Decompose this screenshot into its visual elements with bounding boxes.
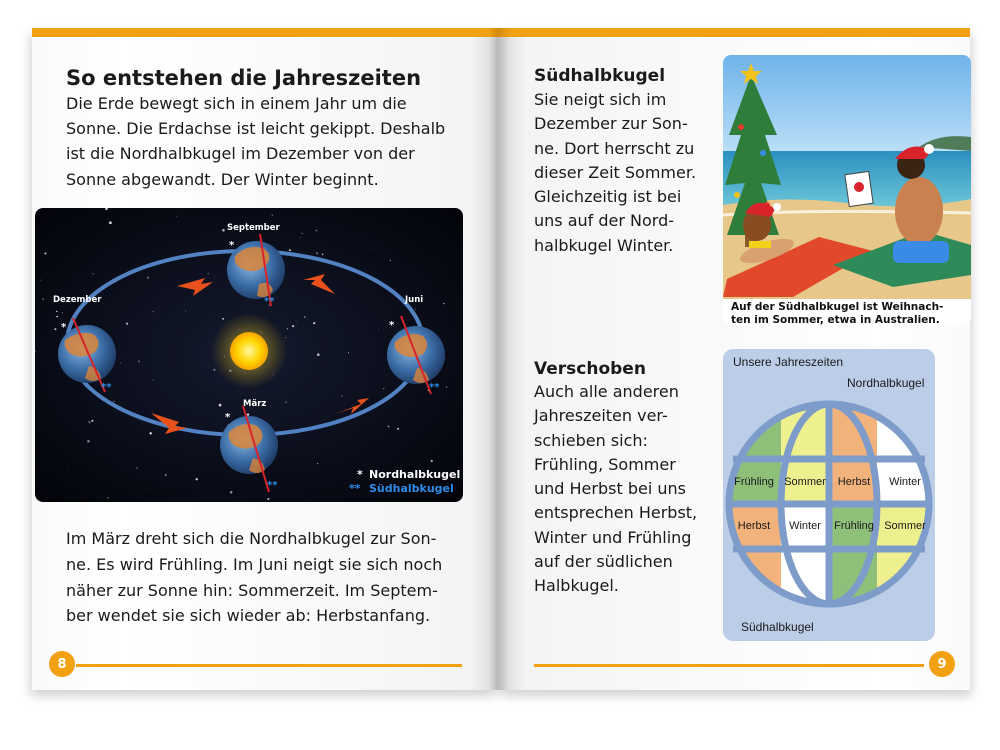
section2-line: Jahreszeiten ver-	[534, 406, 668, 426]
section1-line: Gleichzeitig ist bei	[534, 187, 682, 207]
section1-line: ne. Dort herrscht zu	[534, 138, 695, 158]
section1-line: dieser Zeit Sommer.	[534, 162, 697, 182]
section-title-verschoben: Verschoben	[534, 359, 646, 379]
star	[113, 401, 114, 402]
section2-line: entsprechen Herbst,	[534, 503, 698, 523]
star	[443, 303, 445, 305]
beach-scene	[723, 55, 971, 299]
right-footer-line	[534, 664, 924, 667]
star	[296, 321, 297, 322]
star	[341, 395, 342, 396]
south-mark-jun: **	[429, 382, 440, 393]
star	[247, 413, 249, 415]
body-line: näher zur Sonne hin: Sommerzeit. Im Septem-	[66, 580, 438, 600]
star	[446, 386, 447, 387]
globe-svg	[723, 349, 935, 641]
star	[317, 463, 318, 464]
star	[373, 248, 374, 249]
star	[285, 337, 286, 338]
north-mark-mar: *	[225, 412, 231, 423]
section-title-suedhalbkugel: Südhalbkugel	[534, 66, 666, 86]
globe-south-label: Südhalbkugel	[741, 620, 814, 634]
section1-line: Sie neigt sich im	[534, 90, 667, 109]
star	[149, 489, 150, 490]
star	[222, 229, 225, 232]
section1-paragraph	[534, 88, 696, 258]
star	[136, 467, 138, 469]
star	[222, 318, 224, 320]
star	[149, 432, 151, 434]
caption-line: Auf der Südhalbkugel ist Weihnach-	[731, 301, 944, 313]
label-juni: Juni	[405, 295, 424, 305]
intro-line: Sonne. Die Erdachse ist leicht gekippt. Deshalb	[66, 119, 446, 139]
star	[185, 311, 186, 312]
star	[56, 316, 58, 318]
section2-line: Halbkugel.	[534, 576, 619, 596]
star	[267, 498, 269, 500]
north-strip	[877, 399, 929, 504]
section2-line: Winter und Frühling	[534, 527, 692, 547]
legend-south-mark: **	[349, 482, 361, 495]
star	[42, 298, 44, 300]
north-season-label: Winter	[889, 476, 921, 488]
north-strip	[729, 399, 781, 504]
star	[153, 311, 154, 312]
star	[292, 325, 294, 327]
intro-line: Sonne abgewandt. Der Winter beginnt.	[66, 169, 379, 189]
section2-paragraph	[534, 380, 697, 599]
orbit-diagram	[35, 208, 463, 502]
label-september: September	[227, 223, 280, 233]
left-top-bar	[32, 28, 498, 37]
beach-illustration	[723, 55, 971, 325]
label-maerz: März	[243, 399, 267, 409]
star	[54, 328, 56, 330]
star	[107, 497, 109, 499]
star	[388, 426, 390, 428]
star	[88, 421, 90, 423]
star	[68, 467, 69, 468]
star	[114, 297, 115, 298]
star	[91, 420, 93, 422]
right-top-bar	[498, 28, 970, 37]
north-mark-dez: *	[61, 322, 67, 333]
star	[378, 329, 379, 330]
section2-line: und Herbst bei uns	[534, 479, 686, 499]
star	[383, 388, 385, 390]
south-season-label: Winter	[789, 520, 821, 532]
star	[153, 380, 154, 381]
legend-north: Nordhalbkugel	[369, 468, 461, 481]
star	[397, 428, 399, 430]
star	[126, 323, 128, 325]
star	[431, 460, 433, 462]
star	[120, 362, 121, 363]
star	[176, 216, 177, 217]
orbit-illustration	[35, 208, 463, 502]
star	[44, 252, 46, 254]
star	[165, 474, 167, 476]
star	[272, 214, 273, 215]
star	[87, 440, 90, 443]
section2-line: schieben sich:	[534, 430, 648, 450]
seasons-globe-diagram	[723, 349, 935, 641]
star	[40, 280, 41, 281]
north-season-label: Sommer	[784, 476, 826, 488]
section2-line: auf der südlichen	[534, 552, 673, 572]
south-mark-dez: **	[101, 382, 112, 393]
star	[208, 273, 209, 274]
star	[300, 237, 301, 238]
star	[285, 401, 287, 403]
star	[348, 352, 349, 353]
page-title: So entstehen die Jahreszeiten	[66, 66, 422, 90]
star	[287, 328, 288, 329]
star	[301, 233, 302, 234]
star	[196, 478, 198, 480]
section1-line: Dezember zur Son-	[534, 114, 688, 134]
section2-line: Frühling, Sommer	[534, 454, 676, 474]
star	[92, 273, 94, 275]
body-line: ber wendet sie sich wieder ab: Herbstanfang.	[66, 606, 431, 626]
book-gutter	[488, 28, 510, 690]
south-season-label: Sommer	[884, 520, 926, 532]
star	[138, 360, 140, 362]
star	[219, 404, 222, 407]
body-paragraph	[66, 526, 442, 629]
section1-line: halbkugel Winter.	[534, 235, 674, 255]
left-footer-line	[76, 664, 462, 667]
star	[147, 276, 149, 278]
legend-south: Südhalbkugel	[369, 482, 454, 495]
intro-line: Die Erde bewegt sich in einem Jahr um die	[66, 94, 407, 113]
star	[289, 249, 291, 251]
section2-line: Auch alle anderen	[534, 382, 679, 401]
star	[304, 316, 305, 317]
star	[316, 252, 318, 254]
body-line: Im März dreht sich die Nordhalbkugel zur Son-	[66, 529, 437, 548]
section1-line: uns auf der Nord-	[534, 211, 675, 231]
south-mark-mar: **	[267, 480, 278, 491]
globe-title: Unsere Jahreszeiten	[733, 355, 844, 369]
star	[230, 491, 233, 494]
star	[107, 219, 108, 220]
star	[415, 309, 416, 310]
star	[317, 353, 320, 356]
north-season-label: Herbst	[837, 476, 871, 488]
south-mark-sep: **	[264, 296, 275, 307]
star	[109, 221, 112, 224]
page-number-left: 8	[49, 651, 75, 677]
page-number-right: 9	[929, 651, 955, 677]
north-mark-jun: *	[389, 320, 395, 331]
south-season-label: Frühling	[834, 520, 874, 532]
star	[56, 311, 57, 312]
star	[213, 369, 215, 371]
south-season-label: Herbst	[737, 520, 771, 532]
intro-paragraph	[66, 91, 445, 192]
star	[322, 253, 324, 255]
globe-north-label: Nordhalbkugel	[847, 376, 925, 390]
body-line: ne. Es wird Frühling. Im Juni neigt sie sich noch	[66, 554, 443, 574]
north-season-label: Frühling	[734, 476, 774, 488]
star	[62, 312, 63, 313]
star	[445, 359, 446, 360]
label-dezember: Dezember	[53, 295, 102, 305]
legend-north-mark: *	[357, 468, 363, 481]
intro-line: ist die Nordhalbkugel im Dezember von der	[66, 144, 415, 164]
star	[313, 322, 315, 324]
north-mark-sep: *	[229, 240, 235, 251]
photo-caption	[731, 301, 943, 325]
star	[316, 230, 318, 232]
star	[390, 260, 391, 261]
caption-line: ten im Sommer, etwa in Australien.	[731, 314, 940, 325]
